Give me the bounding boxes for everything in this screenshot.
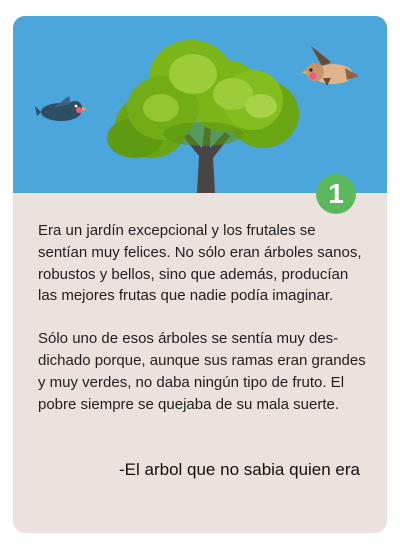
sky-panel [13,16,387,193]
story-title-signature: -El arbol que no sabia quien era [119,460,360,479]
tree-icon [107,40,299,193]
story-text [38,220,368,436]
story-card [13,16,387,533]
bird-left-icon [35,96,87,121]
story-paragraph: Sólo uno de esos árboles se sentía muy des-dichado porque, aunque sus ramas eran grandes y muy verdes, no daba ningún tipo de fruto. El pobre siempre se quejaba de su mala suerte. [38,330,366,413]
story-paragraph: Era un jardín excepcional y los frutales se sentían muy felices. No sólo eran árboles sanos, robustos y bellos, sino que además, producían las mejores frutas que nadie podía imaginar. [38,222,362,305]
bird-right-icon [301,46,359,86]
illustration [13,16,387,193]
page-number-badge: 1 [316,174,356,214]
